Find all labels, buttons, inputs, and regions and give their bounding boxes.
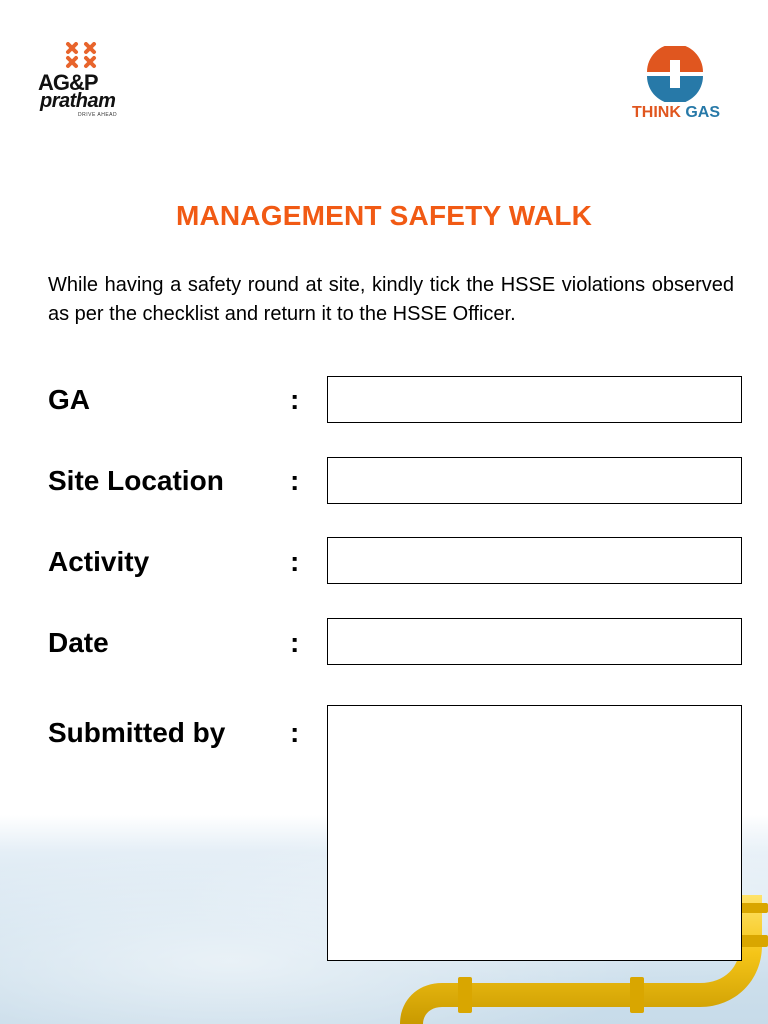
think-gas-mark-icon <box>642 46 708 102</box>
activity-field[interactable] <box>327 537 742 584</box>
submitted-by-field[interactable] <box>327 705 742 961</box>
think-gas-wordmark <box>618 104 734 122</box>
date-field[interactable] <box>327 618 742 665</box>
pratham-logo-text: pratham <box>40 90 116 112</box>
site-location-label: Site Location <box>48 465 224 496</box>
ga-colon: : <box>290 384 300 415</box>
submitted-by-colon: : <box>290 717 300 748</box>
site-location-colon: : <box>290 465 300 496</box>
page-title: MANAGEMENT SAFETY WALK <box>175 200 593 231</box>
date-colon: : <box>290 627 300 658</box>
agp-cross-mark-icon <box>64 42 100 70</box>
date-label: Date <box>48 627 109 658</box>
logo-tagline: DRIVE AHEAD <box>78 112 118 118</box>
think-gas-logo <box>618 46 738 126</box>
ga-label: GA <box>48 384 90 415</box>
activity-label: Activity <box>48 546 150 577</box>
agp-pratham-logo <box>38 42 130 122</box>
agp-logo-text: AG&P <box>38 70 98 95</box>
site-location-field[interactable] <box>327 457 742 504</box>
intro-paragraph: While having a safety round at site, kindly tick the HSSE violations observed as per the checklist and return it to the HSSE Officer. <box>48 274 734 325</box>
activity-colon: : <box>290 546 300 577</box>
think-word: THINK <box>631 104 681 121</box>
submitted-by-label: Submitted by <box>48 717 226 748</box>
ga-field[interactable] <box>327 376 742 423</box>
gas-word: GAS <box>685 104 720 121</box>
